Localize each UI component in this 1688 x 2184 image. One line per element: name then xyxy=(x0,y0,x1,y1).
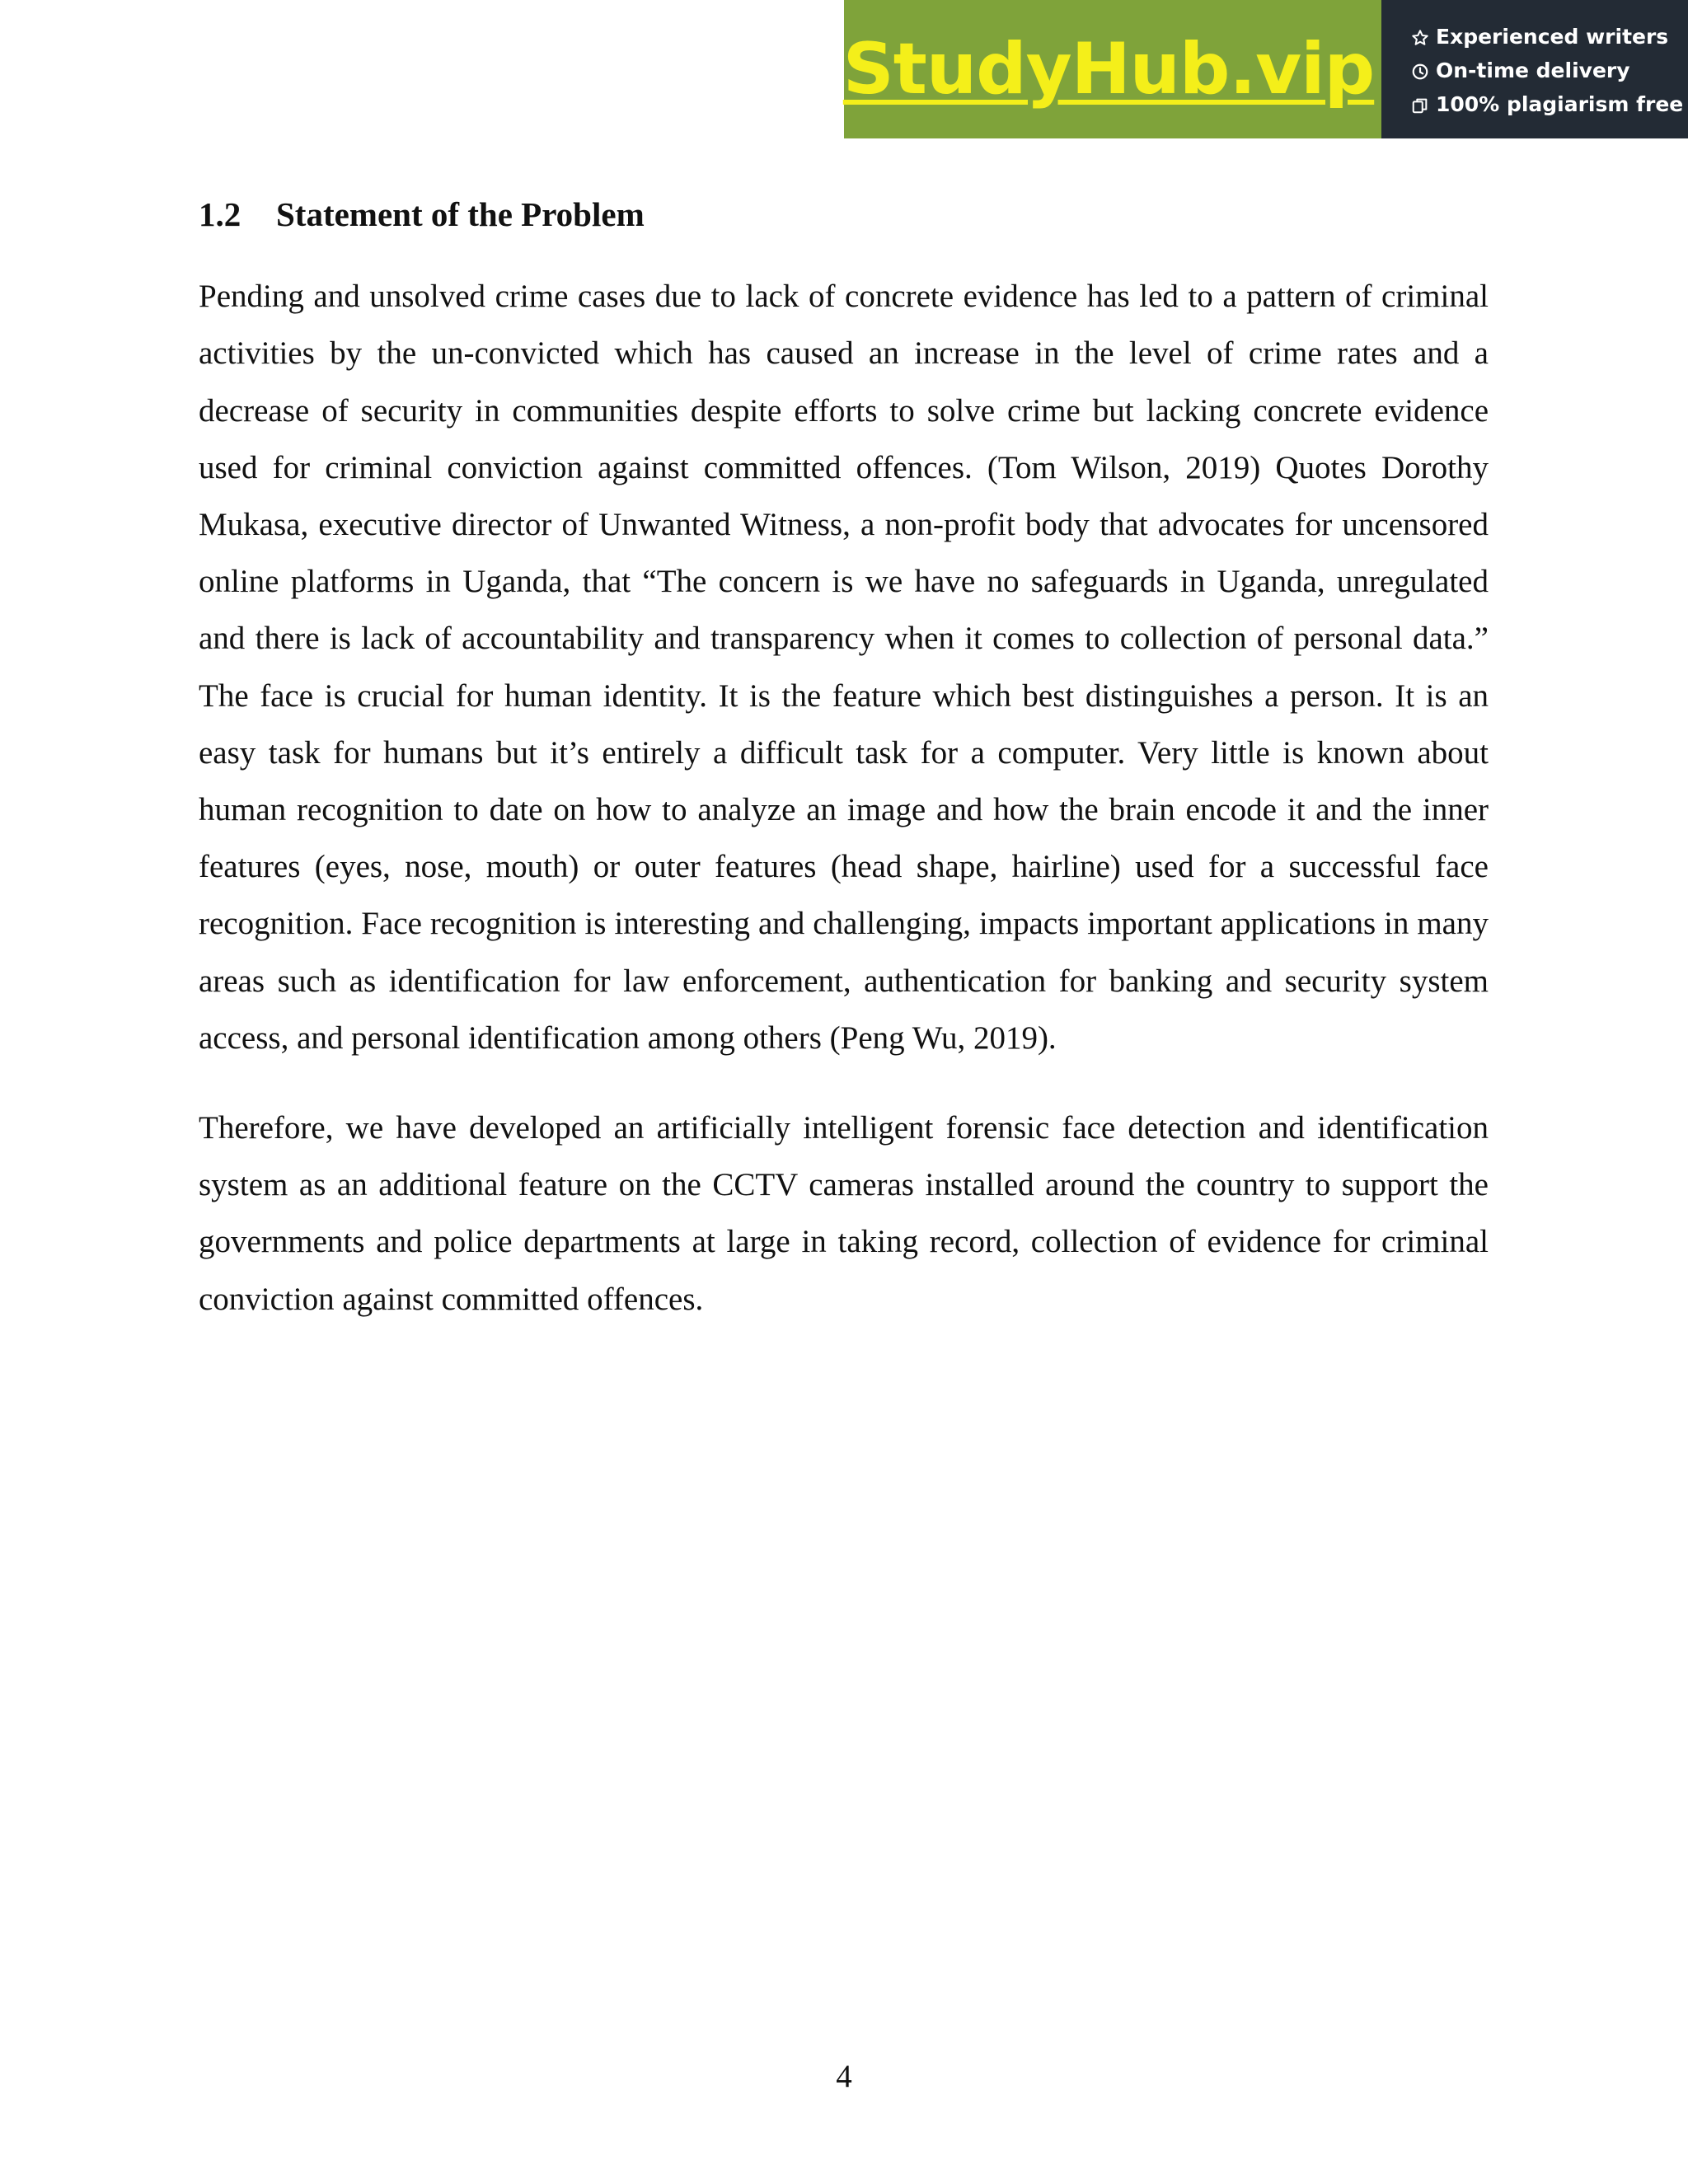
paragraph: Pending and unsolved crime cases due to lack of concrete evidence has led to a pattern of criminal activities by the un-convicted which has caused an increase in the level of crime rates and a decrease of security in communities despite efforts to solve crime but lacking concrete evidence used for criminal conviction against committed offences. (Tom Wilson, 2019) Quotes Dorothy Mukasa, executive director of Unwanted Witness, a non-profit body that advocates for uncensored online platforms in Uganda, that “The concern is we have no safeguards in Uganda, unregulated and there is lack of accountability and transparency when it comes to collection of personal data.” The face is crucial for human identity. It is the feature which best distinguishes a person. It is an easy task for humans but it’s entirely a difficult task for a computer. Very little is known about human recognition to date on how to analyze an image and how the brain encode it and the inner features (eyes, nose, mouth) or outer features (head shape, hairline) used for a successful face recognition. Face recognition is interesting and challenging, impacts important applications in many areas such as identification for law enforcement, authentication for banking and security system access, and personal identification among others (Peng Wu, 2019). xyxy=(199,279,1489,1056)
section-number: 1.2 xyxy=(199,195,241,233)
section-heading xyxy=(199,194,1489,235)
page-number: 4 xyxy=(836,2059,852,2094)
feature-label: On-time delivery xyxy=(1436,59,1630,82)
brand-logo-text[interactable]: StudyHub.vip xyxy=(842,28,1375,110)
feature-experienced-writers xyxy=(1411,20,1688,54)
document-body xyxy=(199,194,1489,1328)
star-icon xyxy=(1411,28,1429,46)
feature-on-time-delivery xyxy=(1411,54,1688,87)
feature-plagiarism-free xyxy=(1411,87,1688,121)
feature-label: 100% plagiarism free xyxy=(1436,92,1684,116)
paragraph: Therefore, we have developed an artificially intelligent forensic face detection and identification system as an additional feature on the CCTV cameras installed around the country to support the governments and police departments at large in taking record, collection of evidence for criminal conviction against committed offences. xyxy=(199,1110,1489,1317)
feature-label: Experienced writers xyxy=(1436,25,1669,49)
studyhub-banner[interactable] xyxy=(844,0,1688,138)
brand-logo-area[interactable] xyxy=(844,0,1381,138)
copy-icon xyxy=(1411,96,1429,114)
section-title: Statement of the Problem xyxy=(276,195,645,233)
banner-features xyxy=(1381,0,1688,138)
clock-icon xyxy=(1411,62,1429,80)
